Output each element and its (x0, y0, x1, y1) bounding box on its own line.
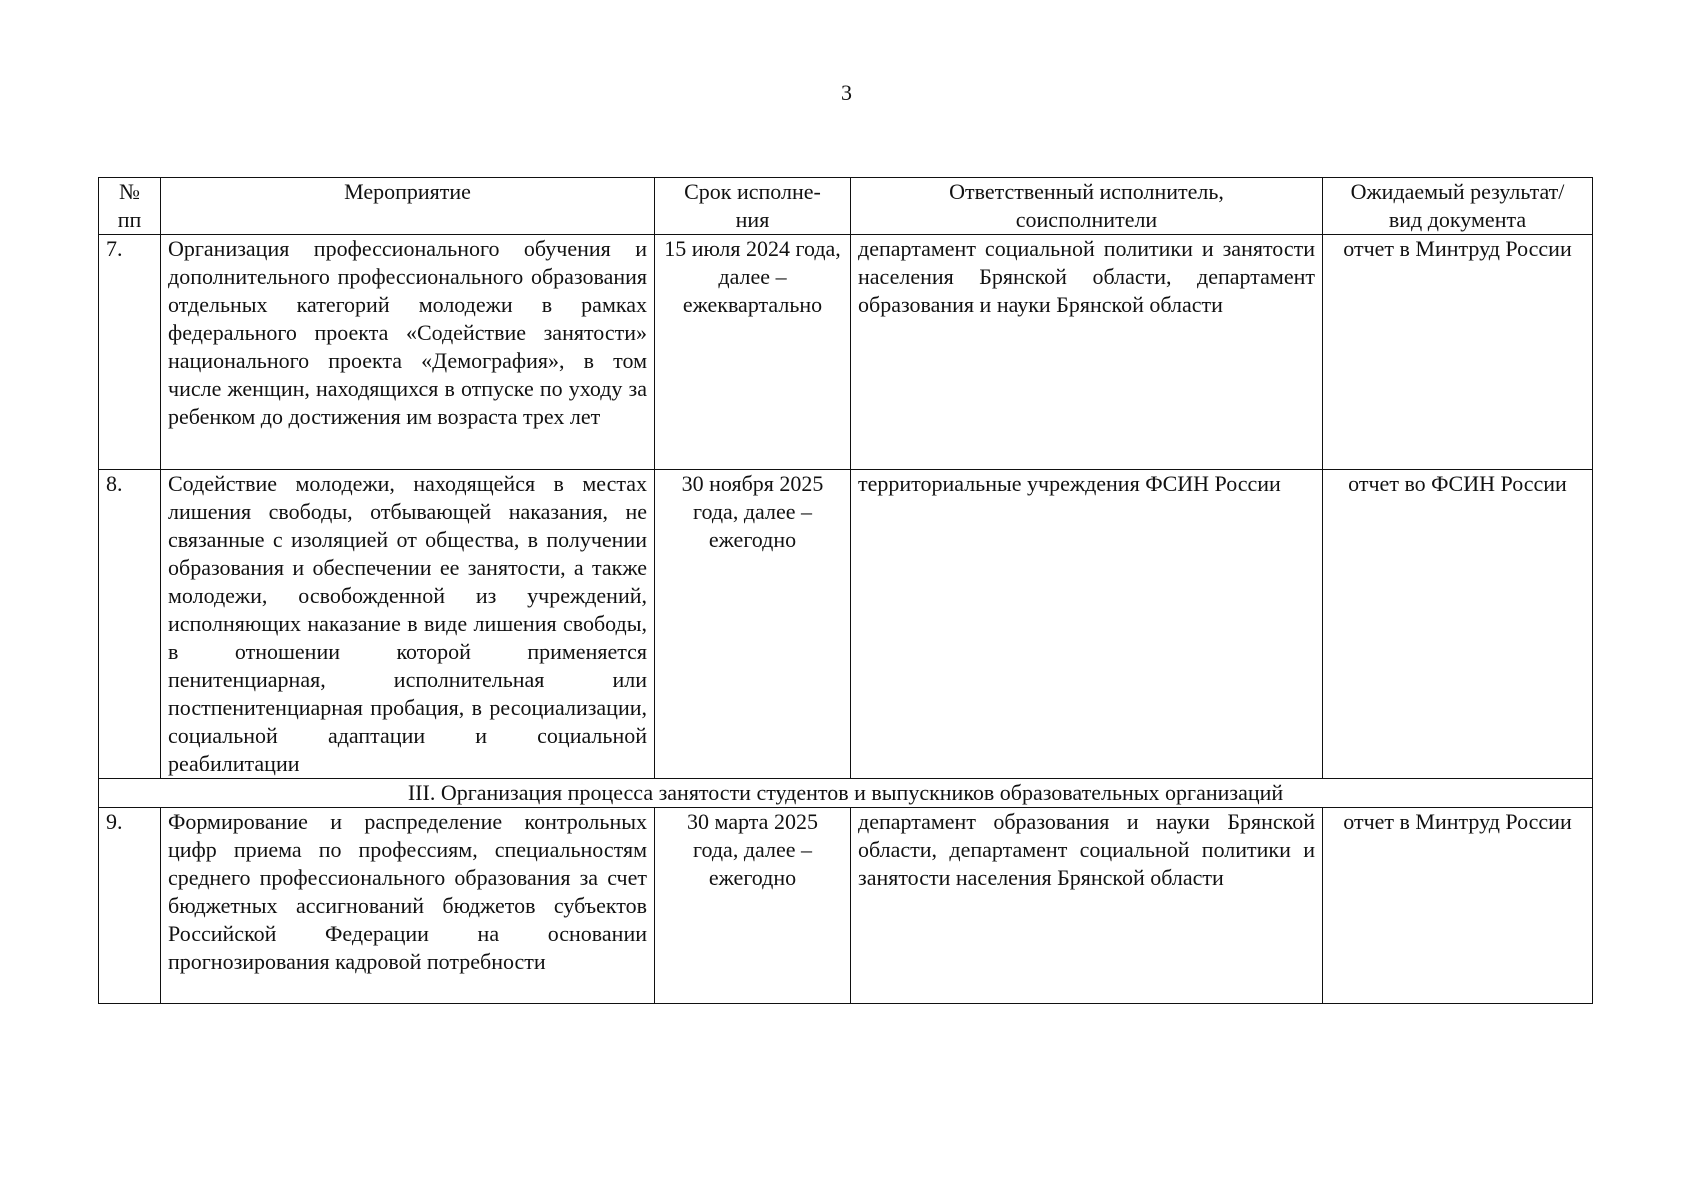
action-plan-table (98, 177, 1593, 1004)
row-result: отчет во ФСИН России (1323, 470, 1593, 779)
header-result: Ожидаемый результат/ вид документа (1323, 178, 1593, 235)
row-number: 9. (99, 808, 161, 1004)
table-header-row (99, 178, 1593, 235)
section-title: III. Организация процесса занятости студентов и выпускников образовательных организаций (99, 779, 1593, 808)
table-row (99, 235, 1593, 470)
row-activity: Содействие молодежи, находящейся в местах лишения свободы, отбывающей наказания, не связанные с изоляцией от общества, в получении образования и обеспечении ее занятости, а также молодежи, освобожденной из учреждений, исполняющих наказание в виде лишения свободы, в отношении которой применяется пенитенциарная, исполнительная или постпенитенциарная пробация, в ресоциализации, социальной адаптации и социальной реабилитации (161, 470, 655, 779)
row-deadline: 15 июля 2024 года, далее – ежеквартально (655, 235, 851, 470)
row-deadline: 30 марта 2025 года, далее – ежегодно (655, 808, 851, 1004)
row-executor: территориальные учреждения ФСИН России (851, 470, 1323, 779)
header-deadline: Срок исполне- ния (655, 178, 851, 235)
header-executor: Ответственный исполнитель, соисполнители (851, 178, 1323, 235)
header-number: № пп (99, 178, 161, 235)
row-deadline: 30 ноября 2025 года, далее – ежегодно (655, 470, 851, 779)
section-heading-row (99, 779, 1593, 808)
table-row (99, 470, 1593, 779)
table-row (99, 808, 1593, 1004)
row-result: отчет в Минтруд России (1323, 235, 1593, 470)
row-executor: департамент социальной политики и занятости населения Брянской области, департамент образования и науки Брянской области (851, 235, 1323, 470)
row-activity: Организация профессионального обучения и дополнительного профессионального образования отдельных категорий молодежи в рамках федерального проекта «Содействие занятости» национального проекта «Демография», в том числе женщин, находящихся в отпуске по уходу за ребенком до достижения им возраста трех лет (161, 235, 655, 470)
page-number: 3 (841, 80, 852, 105)
row-result: отчет в Минтруд России (1323, 808, 1593, 1004)
row-number: 8. (99, 470, 161, 779)
header-activity: Мероприятие (161, 178, 655, 235)
row-activity: Формирование и распределение контрольных цифр приема по профессиям, специальностям среднего профессионального образования за счет бюджетных ассигнований бюджетов субъектов Российской Федерации на основании прогнозирования кадровой потребности (161, 808, 655, 1004)
row-number: 7. (99, 235, 161, 470)
row-executor: департамент образования и науки Брянской области, департамент социальной политики и занятости населения Брянской области (851, 808, 1323, 1004)
